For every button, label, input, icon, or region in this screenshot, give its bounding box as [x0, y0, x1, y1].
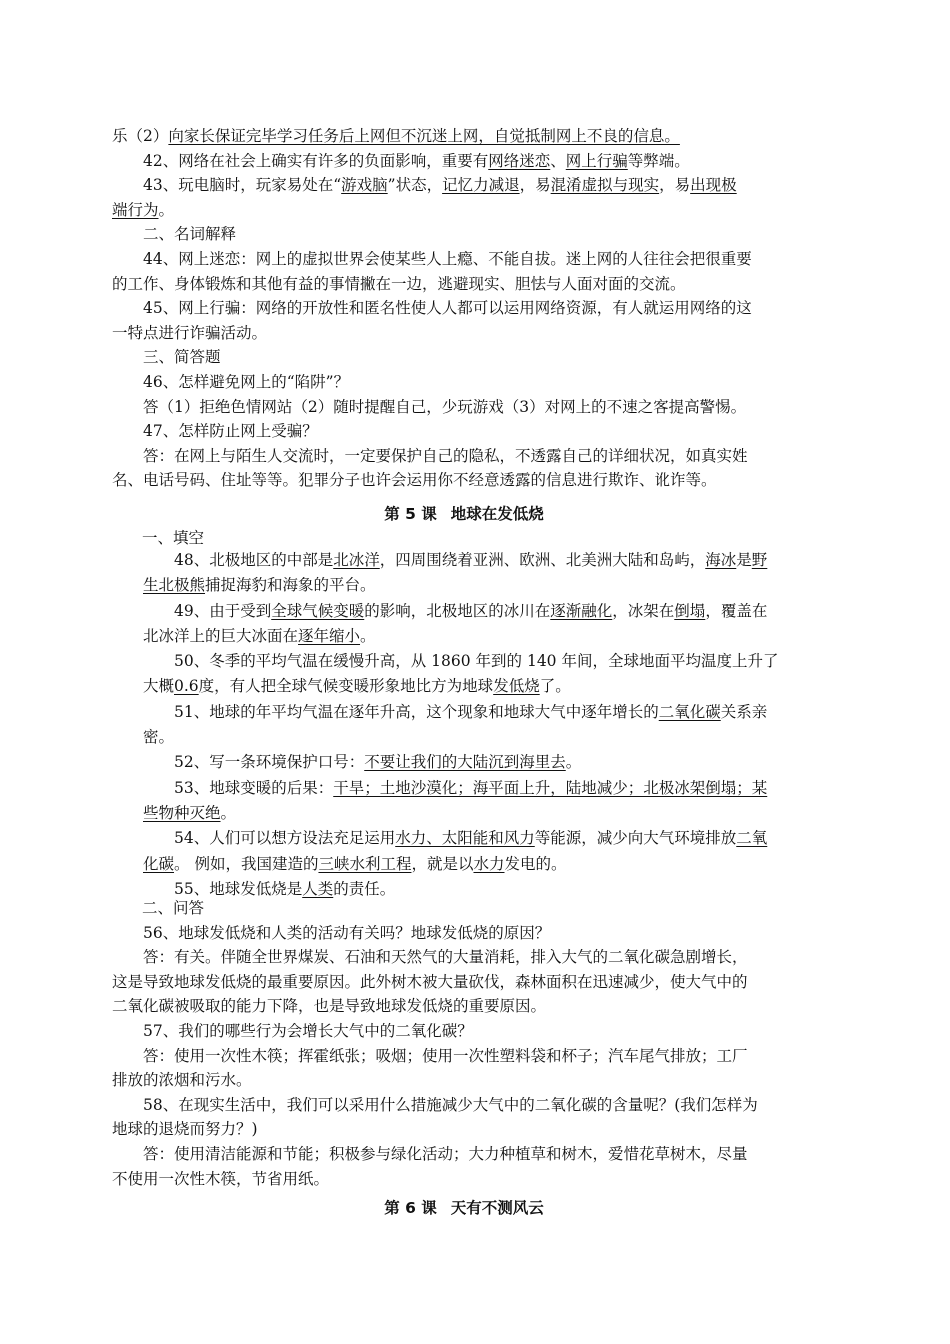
a47-line2: 名、电话号码、住址等等。犯罪分子也许会运用你不经意透露的信息进行欺诈、讹诈等。	[112, 471, 717, 490]
text: 。	[158, 200, 175, 219]
q43	[112, 173, 816, 198]
q43-cont	[112, 198, 816, 223]
lesson-name: 天有不测风云	[450, 1199, 544, 1217]
text: ，覆盖在	[705, 601, 768, 620]
answer-underline: 不要让我们的大陆沉到海里去	[364, 753, 566, 772]
text: 、	[550, 151, 566, 170]
answer-underline: 混淆虚拟与现实	[550, 176, 660, 195]
answer-underline: 生北极熊	[143, 576, 206, 595]
q54	[112, 826, 816, 851]
text: 51、地球的年平均气温在逐年升高，这个现象和地球大气中逐年增长的	[174, 702, 659, 721]
text: 。	[360, 626, 376, 645]
section-heading: 二、名词解释	[143, 225, 237, 244]
text: 。	[220, 803, 237, 822]
text: 48、北极地区的中部是	[174, 551, 334, 569]
answer-underline: 0.6	[174, 677, 199, 696]
text: 度，有人把全球气候变暖形象地比方为地球	[198, 677, 494, 696]
lesson-number: 第 5 课	[384, 505, 437, 523]
q58-line2: 地球的退烧而努力？)	[112, 1120, 258, 1139]
lesson5-fill	[112, 526, 816, 551]
answer-underline: 网上行骗	[565, 151, 628, 170]
q51	[112, 700, 816, 725]
answer-underline: 全球气候变暖	[271, 601, 365, 620]
a58-line2: 不使用一次性木筷，节省用纸。	[112, 1169, 330, 1188]
q45-line2: 一特点进行诈骗活动。	[112, 323, 268, 342]
a46: 答（1）拒绝色情网站（2）随时提醒自己，少玩游戏（3）对网上的不速之客提高警惕。	[143, 397, 747, 416]
q47: 47、怎样防止网上受骗？	[143, 422, 318, 441]
q51-cont: 密。	[143, 728, 175, 747]
section-heading: 三、简答题	[143, 348, 221, 367]
q49	[112, 599, 816, 624]
lesson-name: 地球在发低烧	[450, 505, 544, 523]
q45-line1: 45、网上行骗：网络的开放性和匿名性使人人都可以运用网络资源，有人就运用网络的这	[143, 299, 752, 318]
text: 北冰洋上的巨大冰面在	[143, 626, 299, 645]
answer-underline: 倒塌	[674, 601, 706, 620]
lesson-number: 第 6 课	[384, 1199, 437, 1217]
text: ”状态，	[387, 176, 443, 195]
a56-line1: 答：有关。伴随全世界煤炭、石油和天然气的大量消耗，排入大气的二氧化碳急剧增长，	[143, 948, 748, 967]
q58-line1: 58、在现实生活中，我们可以采用什么措施减少大气中的二氧化碳的含量呢？(我们怎样为	[143, 1095, 758, 1114]
text: 。	[565, 753, 582, 772]
a58-line1: 答：使用清洁能源和节能；积极参与绿化活动；大力种植草和树木，爱惜花草树木，尽量	[143, 1144, 748, 1163]
q56: 56、地球发低烧和人类的活动有关吗？地球发低烧的原因？	[143, 923, 551, 942]
a56-line3: 二氧化碳被吸取的能力下降，也是导致地球发低烧的重要原因。	[112, 997, 547, 1016]
text: 的影响，北极地区的冰川在	[364, 601, 551, 620]
answer-underline: 干旱；土地沙漠化；海平面上升，陆地减少；北极冰架倒塌；某	[333, 778, 768, 797]
text: 等弊端。	[627, 151, 690, 170]
answer-underline: 三峡水利工程	[318, 854, 412, 873]
text: ，易	[519, 176, 551, 195]
text: 捕捉海豹和海象的平台。	[205, 576, 376, 595]
answer-underline: 些物种灭绝	[143, 803, 221, 822]
answer-underline: 记忆力减退	[442, 176, 520, 195]
text: 。 例如，我国建造的	[174, 854, 319, 873]
q44-line2: 的工作、身体锻炼和其他有益的事情撇在一边，逃避现实、胆怯与人面对面的交流。	[112, 274, 686, 293]
q54-cont	[112, 852, 816, 877]
q52	[112, 750, 816, 775]
answer-underline: 人类	[302, 879, 334, 898]
answer-underline: 网络迷恋	[488, 151, 551, 170]
a47-line1: 答：在网上与陌生人交流时，一定要保护自己的隐私，不透露自己的详细状况，如真实姓	[143, 446, 748, 465]
q53	[112, 776, 816, 801]
text: 54、人们可以想方设法充足运用	[174, 829, 396, 848]
text: 53、地球变暖的后果：	[174, 778, 334, 797]
lesson5-title	[112, 502, 816, 527]
text: 等能源，减少向大气环境排放	[534, 829, 737, 848]
q41-continuation	[112, 124, 816, 149]
lesson6-title	[112, 1196, 816, 1221]
answer-underline: 出现极	[690, 176, 737, 195]
lesson4-tail	[112, 124, 816, 493]
a56-line2: 这是导致地球发低烧的最重要原因。此外树木被大量砍伐，森林面积在迅速减少，使大气中的	[112, 972, 748, 991]
text: 发电的。	[504, 854, 567, 873]
answer-underline: 向家长保证完毕学习任务后上网但不沉迷上网，自觉抵制网上不良的信息。	[168, 127, 680, 145]
text: 大概	[143, 677, 175, 696]
answer-underline: 化碳	[143, 854, 175, 873]
q53-cont	[112, 801, 816, 826]
text: 乐（2）	[112, 127, 169, 145]
lesson5-questions	[112, 548, 816, 902]
answer-underline: 野	[751, 551, 768, 569]
answer-underline: 发低烧	[493, 677, 540, 696]
section-heading: 二、问答	[142, 899, 205, 917]
text: ，四周围绕着亚洲、欧洲、北美洲大陆和岛屿，	[379, 551, 706, 569]
section-heading: 一、填空	[142, 529, 205, 547]
text: 关系亲	[720, 702, 768, 721]
text: ，易	[659, 176, 691, 195]
text: 55、地球发低烧是	[174, 879, 303, 898]
text: 52、写一条环境保护口号：	[174, 753, 365, 772]
answer-underline: 游戏脑	[341, 176, 388, 195]
answer-underline: 逐年缩小	[298, 626, 361, 645]
text: 43、玩电脑时，玩家易处在“	[143, 176, 342, 195]
text: 49、由于受到	[174, 601, 272, 620]
q44-line1: 44、网上迷恋：网上的虚拟世界会使某些人上瘾、不能自拔。迷上网的人往往会把很重要	[143, 249, 752, 268]
answer-underline: 水力、太阳能和风力	[395, 829, 535, 848]
q50-cont	[112, 674, 816, 699]
text: 了。	[539, 677, 571, 696]
q46: 46、怎样避免网上的“陷阱”？	[143, 372, 350, 391]
lesson5-qa	[112, 896, 816, 1191]
answer-underline: 逐渐融化	[550, 601, 613, 620]
text: ，冰架在	[612, 601, 675, 620]
answer-underline: 二氧	[736, 829, 768, 848]
text: 42、网络在社会上确实有许多的负面影响，重要有	[143, 151, 489, 170]
answer-underline: 端行为	[112, 200, 159, 219]
text: 是	[736, 551, 752, 569]
a57-line1: 答：使用一次性木筷；挥霍纸张；吸烟；使用一次性塑料袋和杯子；汽车尾气排放；工厂	[143, 1046, 748, 1065]
q49-cont	[112, 624, 816, 649]
q50: 50、冬季的平均气温在缓慢升高，从 1860 年到的 140 年间，全球地面平均温度上升了	[174, 652, 779, 671]
q57: 57、我们的哪些行为会增长大气中的二氧化碳？	[143, 1021, 473, 1040]
q42	[112, 149, 816, 174]
q48-cont	[112, 573, 816, 598]
text: 的责任。	[333, 879, 396, 898]
answer-underline: 海冰	[705, 551, 737, 569]
q48	[112, 548, 816, 573]
a57-line2: 排放的浓烟和污水。	[112, 1071, 252, 1090]
answer-underline: 水力	[473, 854, 505, 873]
answer-underline: 二氧化碳	[658, 702, 721, 721]
answer-underline: 北冰洋	[333, 551, 380, 569]
text: ，就是以	[411, 854, 474, 873]
